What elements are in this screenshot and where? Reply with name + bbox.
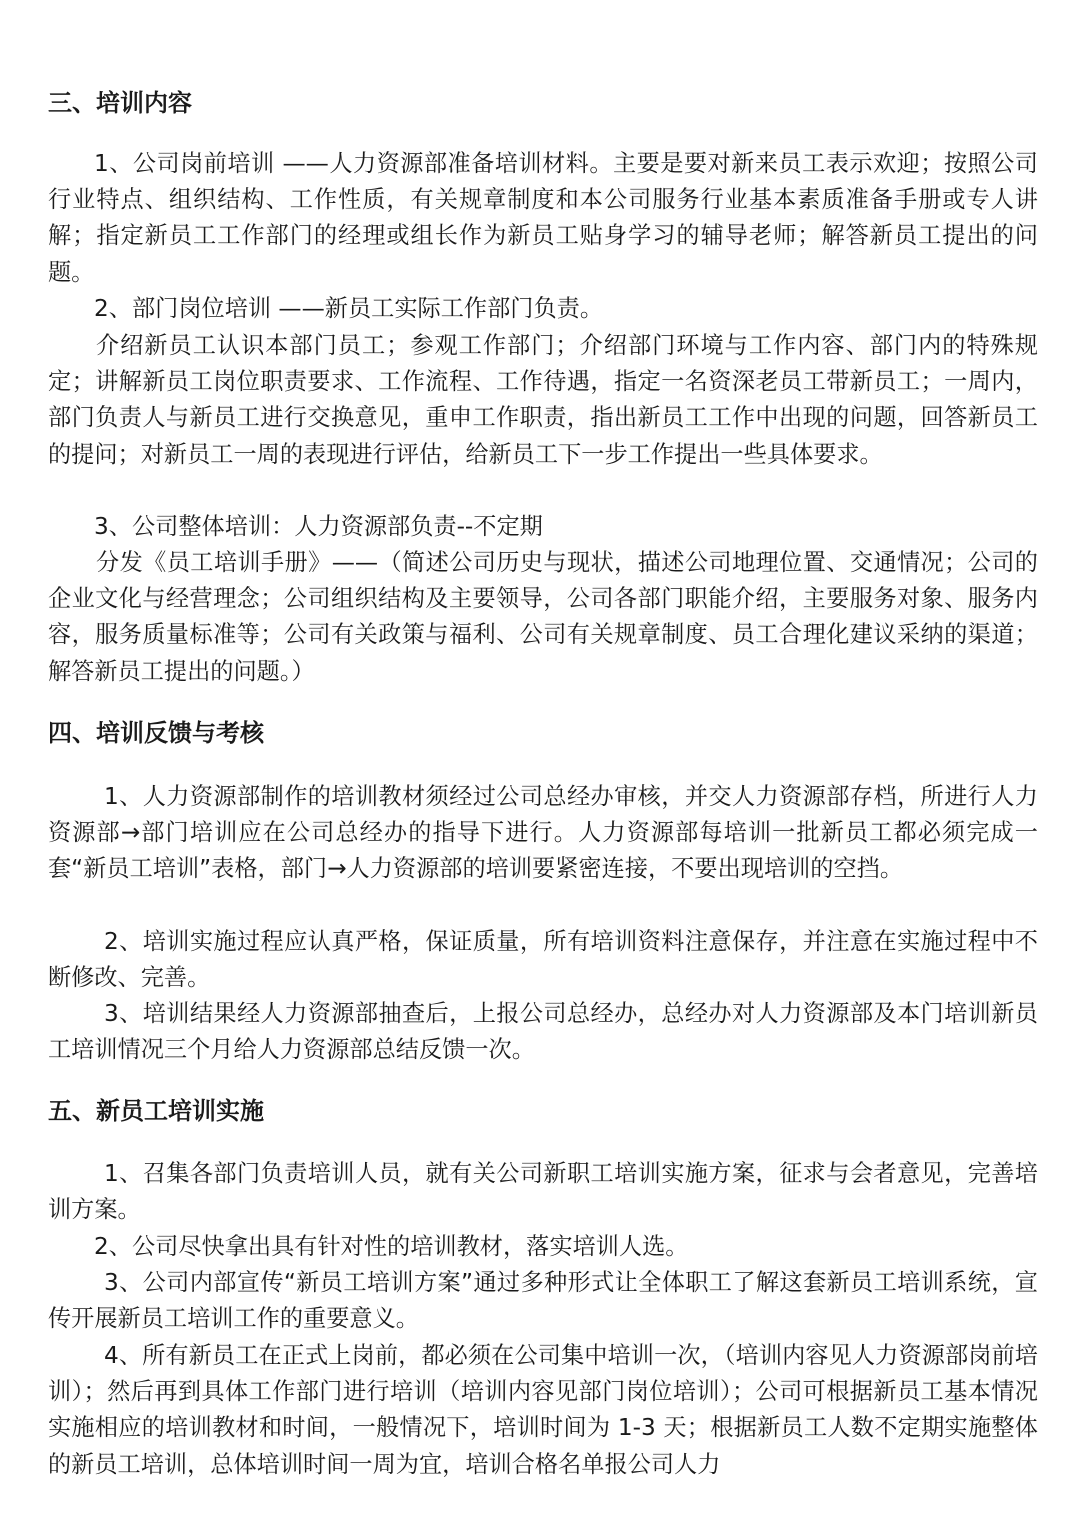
section-5-paragraph-3: 3、公司内部宣传“新员工培训方案”通过多种形式让全体职工了解这套新员工培训系统，宣传开展新员工培训工作的重要意义。 [48,1269,1038,1333]
section-4-heading: 四、培训反馈与考核 [48,719,264,747]
section-3-paragraph-5: 分发《员工培训手册》——（简述公司历史与现状，描述公司地理位置、交通情况；公司的企业文化与经营理念；公司组织结构及主要领导，公司各部门职能介绍，主要服务对象、服务内容，服务质量标准等；公司有关政策与福利、公司有关规章制度、员工合理化建议采纳的渠道；解答新员工提出的问题。） [48,549,1038,685]
section-4-paragraph-3: 3、培训结果经人力资源部抽查后，上报公司总经办，总经办对人力资源部及本门培训新员工培训情况三个月给人力资源部总结反馈一次。 [48,1000,1038,1064]
section-5-heading: 五、新员工培训实施 [48,1097,264,1125]
section-3-paragraph-3: 介绍新员工认识本部门员工；参观工作部门；介绍部门环境与工作内容、部门内的特殊规定；讲解新员工岗位职责要求、工作流程、工作待遇，指定一名资深老员工带新员工；一周内，部门负责人与新员工进行交换意见，重申工作职责，指出新员工工作中出现的问题，回答新员工的提问；对新员工一周的表现进行评估，给新员工下一步工作提出一些具体要求。 [48,332,1038,468]
section-5-paragraph-4: 4、所有新员工在正式上岗前，都必须在公司集中培训一次，（培训内容见人力资源部岗前培训）；然后再到具体工作部门进行培训（培训内容见部门岗位培训）；公司可根据新员工基本情况实施相应的培训教材和时间，一般情况下，培训时间为 1-3 天；根据新员工人数不定期实施整体的新员工培训，总体培训时间一周为宜，培训合格名单报公司人力 [48,1342,1038,1478]
section-3-paragraph-2: 2、部门岗位培训 ——新员工实际工作部门负责。 [94,295,604,322]
section-3-paragraph-4: 3、公司整体培训：人力资源部负责--不定期 [94,513,543,540]
section-5-paragraph-2: 2、公司尽快拿出具有针对性的培训教材，落实培训人选。 [94,1233,689,1260]
section-4-paragraph-2: 2、培训实施过程应认真严格，保证质量，所有培训资料注意保存，并注意在实施过程中不断修改、完善。 [48,928,1038,992]
section-4-paragraph-1: 1、人力资源部制作的培训教材须经过公司总经办审核，并交人力资源部存档，所进行人力资源部→部门培训应在公司总经办的指导下进行。人力资源部每培训一批新员工都必须完成一套“新员工培训”表格，部门→人力资源部的培训要紧密连接，不要出现培训的空挡。 [48,783,1038,883]
section-5-paragraph-1: 1、召集各部门负责培训人员，就有关公司新职工培训实施方案，征求与会者意见，完善培训方案。 [48,1160,1038,1224]
section-3-heading: 三、培训内容 [48,89,192,117]
section-3-paragraph-1: 1、公司岗前培训 ——人力资源部准备培训材料。主要是要对新来员工表示欢迎；按照公司行业特点、组织结构、工作性质，有关规章制度和本公司服务行业基本素质准备手册或专人讲解；指定新员工工作部门的经理或组长作为新员工贴身学习的辅导老师；解答新员工提出的问题。 [48,150,1038,286]
